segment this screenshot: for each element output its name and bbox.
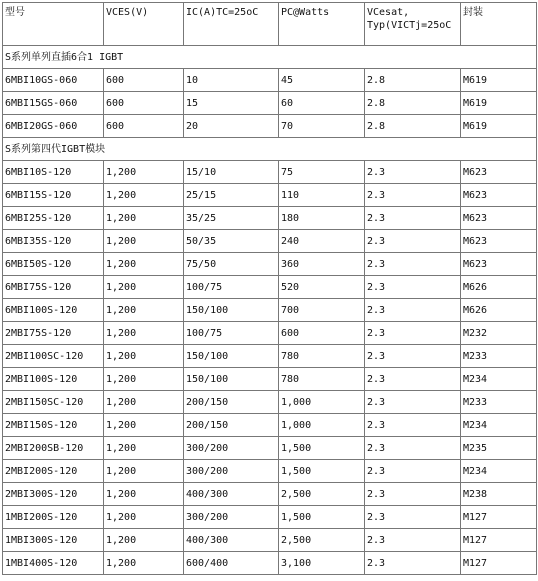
spec-table-body [3,3,537,575]
cell-vces: 1,200 [104,322,184,345]
cell-ic: 600/400 [184,552,279,575]
cell-ic: 10 [184,69,279,92]
header-model: 型号 [3,3,104,46]
cell-vcesat: 2.3 [365,253,461,276]
cell-model: 2MBI75S-120 [3,322,104,345]
section-title: S系列第四代IGBT模块 [3,138,537,161]
cell-model: 6MBI100S-120 [3,299,104,322]
table-row [3,506,537,529]
cell-vces: 1,200 [104,345,184,368]
cell-vcesat: 2.3 [365,345,461,368]
cell-ic: 300/200 [184,460,279,483]
cell-pc: 600 [279,322,365,345]
cell-pc: 360 [279,253,365,276]
table-row [3,299,537,322]
cell-vces: 1,200 [104,552,184,575]
table-row [3,115,537,138]
cell-model: 2MBI150SC-120 [3,391,104,414]
cell-ic: 100/75 [184,276,279,299]
cell-ic: 50/35 [184,230,279,253]
header-vcesat: VCesat, Typ(VICTj=25oC [365,3,461,46]
header-row [3,3,537,46]
header-vces: VCES(V) [104,3,184,46]
cell-model: 6MBI15S-120 [3,184,104,207]
table-row [3,460,537,483]
cell-pc: 1,500 [279,437,365,460]
cell-package: M232 [461,322,537,345]
header-ic: IC(A)TC=25oC [184,3,279,46]
cell-vcesat: 2.3 [365,161,461,184]
cell-ic: 75/50 [184,253,279,276]
header-pc: PC@Watts [279,3,365,46]
cell-pc: 780 [279,345,365,368]
cell-vcesat: 2.3 [365,506,461,529]
cell-ic: 15 [184,92,279,115]
cell-package: M623 [461,230,537,253]
table-row [3,414,537,437]
cell-model: 2MBI150S-120 [3,414,104,437]
cell-vces: 1,200 [104,460,184,483]
cell-ic: 200/150 [184,414,279,437]
cell-model: 1MBI300S-120 [3,529,104,552]
cell-pc: 180 [279,207,365,230]
cell-package: M238 [461,483,537,506]
cell-vces: 1,200 [104,437,184,460]
cell-pc: 60 [279,92,365,115]
cell-ic: 20 [184,115,279,138]
cell-model: 6MBI50S-120 [3,253,104,276]
cell-ic: 100/75 [184,322,279,345]
table-row [3,552,537,575]
cell-model: 1MBI200S-120 [3,506,104,529]
cell-model: 2MBI300S-120 [3,483,104,506]
cell-package: M234 [461,414,537,437]
cell-model: 2MBI100S-120 [3,368,104,391]
cell-package: M623 [461,207,537,230]
cell-model: 2MBI200S-120 [3,460,104,483]
cell-vces: 1,200 [104,368,184,391]
cell-ic: 300/200 [184,506,279,529]
section-title: S系列单列直插6合1 IGBT [3,46,537,69]
cell-vcesat: 2.3 [365,276,461,299]
cell-pc: 240 [279,230,365,253]
cell-vcesat: 2.3 [365,230,461,253]
table-row [3,92,537,115]
table-row [3,69,537,92]
cell-vcesat: 2.8 [365,69,461,92]
table-row [3,161,537,184]
cell-pc: 1,500 [279,460,365,483]
cell-vcesat: 2.3 [365,368,461,391]
cell-vces: 600 [104,115,184,138]
cell-package: M234 [461,460,537,483]
cell-pc: 2,500 [279,483,365,506]
header-package: 封装 [461,3,537,46]
cell-vces: 1,200 [104,506,184,529]
cell-vcesat: 2.8 [365,92,461,115]
cell-vcesat: 2.3 [365,437,461,460]
cell-model: 1MBI400S-120 [3,552,104,575]
cell-package: M623 [461,184,537,207]
table-row [3,230,537,253]
table-row [3,368,537,391]
cell-vces: 1,200 [104,184,184,207]
cell-pc: 1,000 [279,414,365,437]
cell-vces: 1,200 [104,483,184,506]
cell-vces: 1,200 [104,207,184,230]
cell-ic: 150/100 [184,299,279,322]
table-row [3,483,537,506]
cell-model: 6MBI75S-120 [3,276,104,299]
cell-vcesat: 2.3 [365,529,461,552]
spec-table-container [2,2,537,575]
table-row [3,276,537,299]
cell-package: M235 [461,437,537,460]
cell-model: 6MBI10GS-060 [3,69,104,92]
igbt-spec-table [2,2,537,575]
table-row [3,529,537,552]
table-row [3,437,537,460]
cell-package: M233 [461,345,537,368]
cell-vcesat: 2.3 [365,391,461,414]
cell-pc: 520 [279,276,365,299]
cell-package: M619 [461,69,537,92]
cell-model: 6MBI15GS-060 [3,92,104,115]
cell-pc: 45 [279,69,365,92]
cell-pc: 75 [279,161,365,184]
cell-vcesat: 2.3 [365,184,461,207]
cell-model: 6MBI25S-120 [3,207,104,230]
cell-vces: 1,200 [104,253,184,276]
cell-model: 6MBI10S-120 [3,161,104,184]
cell-package: M619 [461,115,537,138]
cell-vcesat: 2.3 [365,299,461,322]
cell-pc: 70 [279,115,365,138]
table-row [3,322,537,345]
table-row [3,184,537,207]
cell-vces: 600 [104,69,184,92]
cell-vcesat: 2.3 [365,322,461,345]
table-row [3,391,537,414]
cell-package: M127 [461,552,537,575]
cell-package: M626 [461,276,537,299]
cell-model: 6MBI20GS-060 [3,115,104,138]
cell-ic: 150/100 [184,345,279,368]
cell-vces: 1,200 [104,299,184,322]
table-row [3,345,537,368]
cell-pc: 780 [279,368,365,391]
cell-package: M626 [461,299,537,322]
cell-vcesat: 2.3 [365,207,461,230]
cell-vcesat: 2.3 [365,414,461,437]
cell-pc: 3,100 [279,552,365,575]
cell-model: 2MBI200SB-120 [3,437,104,460]
cell-pc: 1,500 [279,506,365,529]
cell-vces: 600 [104,92,184,115]
cell-vces: 1,200 [104,161,184,184]
cell-package: M619 [461,92,537,115]
cell-package: M127 [461,529,537,552]
cell-vcesat: 2.3 [365,483,461,506]
cell-vcesat: 2.3 [365,552,461,575]
cell-ic: 200/150 [184,391,279,414]
cell-pc: 110 [279,184,365,207]
cell-ic: 15/10 [184,161,279,184]
cell-pc: 700 [279,299,365,322]
cell-package: M233 [461,391,537,414]
cell-vces: 1,200 [104,529,184,552]
cell-ic: 400/300 [184,529,279,552]
cell-vces: 1,200 [104,414,184,437]
cell-ic: 35/25 [184,207,279,230]
cell-ic: 400/300 [184,483,279,506]
cell-vces: 1,200 [104,230,184,253]
cell-package: M623 [461,253,537,276]
cell-vces: 1,200 [104,391,184,414]
cell-ic: 300/200 [184,437,279,460]
cell-vcesat: 2.8 [365,115,461,138]
cell-pc: 2,500 [279,529,365,552]
section-row [3,46,537,69]
cell-package: M127 [461,506,537,529]
cell-vces: 1,200 [104,276,184,299]
cell-ic: 25/15 [184,184,279,207]
cell-ic: 150/100 [184,368,279,391]
section-row [3,138,537,161]
cell-pc: 1,000 [279,391,365,414]
cell-vcesat: 2.3 [365,460,461,483]
table-row [3,253,537,276]
table-row [3,207,537,230]
cell-package: M234 [461,368,537,391]
cell-model: 6MBI35S-120 [3,230,104,253]
cell-model: 2MBI100SC-120 [3,345,104,368]
cell-package: M623 [461,161,537,184]
